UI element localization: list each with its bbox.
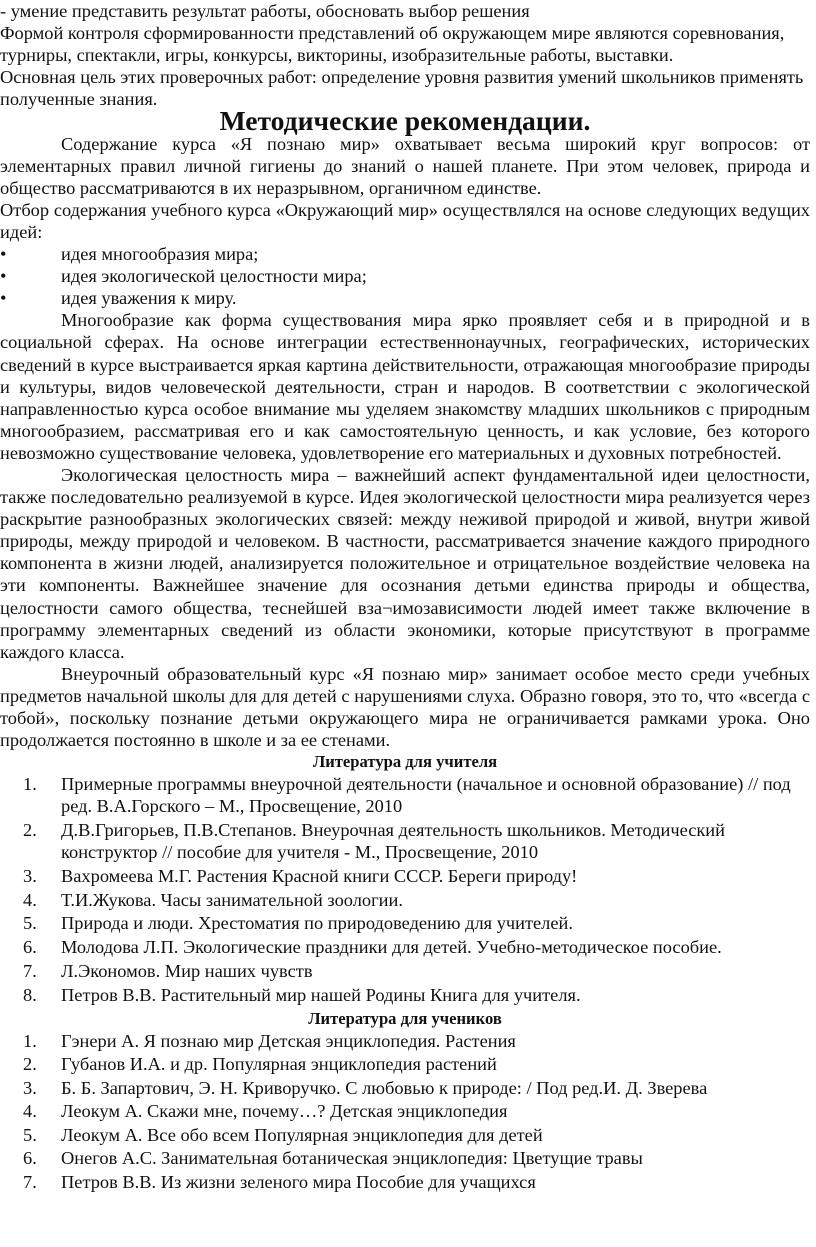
item-text: Губанов И.А. и др. Популярная энциклопедия растений bbox=[61, 1054, 497, 1075]
list-item bbox=[0, 1077, 810, 1099]
item-text: Примерные программы внеурочной деятельности (начальное и основной образование) // под ред. В.А.Горского – М., Просвещение, 2010 bbox=[61, 773, 791, 816]
item-text: Петров В.В. Из жизни зеленого мира Пособие для учащихся bbox=[61, 1172, 536, 1193]
methodical-recommendations-heading: Методические рекомендации. bbox=[219, 105, 591, 137]
key-ideas-list bbox=[0, 243, 810, 309]
list-item bbox=[0, 936, 810, 958]
item-number: 5. bbox=[23, 1124, 37, 1145]
student-literature-list bbox=[0, 1030, 810, 1194]
item-number: 8. bbox=[23, 985, 37, 1006]
list-item bbox=[0, 1124, 810, 1146]
list-item bbox=[0, 889, 810, 911]
list-item bbox=[0, 1171, 810, 1193]
item-number: 3. bbox=[23, 1077, 37, 1098]
bullet-text: идея экологической целостности мира; bbox=[61, 266, 367, 287]
teacher-literature-heading: Литература для учителя bbox=[312, 752, 498, 772]
bullet-text: идея уважения к миру. bbox=[61, 288, 237, 309]
list-item bbox=[0, 1100, 810, 1122]
item-text: Л.Экономов. Мир наших чувств bbox=[61, 961, 313, 982]
intro-line-1: - умение представить результат работы, обосновать выбор решения bbox=[0, 1, 530, 21]
list-item bbox=[0, 773, 810, 817]
list-item bbox=[0, 1053, 810, 1075]
ecological-integrity-paragraph: Экологическая целостность мира – важнейший аспект фундаментальной идеи целостности, также последовательно реализуемой в курсе. Идея экологической целостности мира реализуется через раскрытие разнообразных экологических связей: между неживой природой и живой, внутри живой природы, между природой и человеком. В частности, рассматривается значение каждого природного компонента в жизни людей, анализируется положительное и отрицательное воздействие человека на эти компоненты. Важнейшее значение для осознания детьми единства природы и общества, целостности самого общества, теснейшей вза¬имозависимости людей имеет также включение в программу элементарных сведений из области экономики, которые присутствуют в программе каждого класса. bbox=[0, 464, 810, 662]
bullet-mark: • bbox=[0, 244, 7, 265]
bullet-text: идея многообразия мира; bbox=[61, 244, 259, 265]
item-number: 1. bbox=[23, 1030, 37, 1051]
list-item bbox=[0, 1030, 810, 1052]
item-number: 4. bbox=[23, 889, 37, 910]
item-text: Д.В.Григорьев, П.В.Степанов. Внеурочная деятельность школьников. Методический конструктор // пособие для учителя - М., Просвещение, 2010 bbox=[61, 819, 725, 862]
list-item bbox=[0, 1147, 810, 1169]
item-text: Гэнери А. Я познаю мир Детская энциклопедия. Растения bbox=[61, 1030, 516, 1051]
intro-paragraph-main-goal: Основная цель этих проверочных работ: определение уровня развития умений школьников применять полученные знания. bbox=[0, 67, 804, 110]
item-number: 1. bbox=[23, 773, 37, 794]
item-text: Леокум А. Скажи мне, почему…? Детская энциклопедия bbox=[61, 1101, 508, 1122]
list-item bbox=[0, 912, 810, 934]
diversity-paragraph: Многообразие как форма существования мира ярко проявляет себя и в природной и в социальной сферах. На основе интеграции естественнонаучных, географических, исторических сведений в курсе выстраивается яркая картина действительности, отражающая многообразие природы и культуры, видов человеческой деятельности, стран и народов. В соответствии с экологической направленностью курса особое внимание мы уделяем знакомству младших школьников с природным многообразием, рассматривая его и как самостоятельную ценность, и как условие, без которого невозможно существование человека, удовлетворение его материальных и духовных потребностей. bbox=[0, 310, 810, 463]
list-item bbox=[0, 243, 810, 265]
list-item bbox=[0, 819, 810, 863]
item-text: Леокум А. Все обо всем Популярная энциклопедия для детей bbox=[61, 1124, 543, 1145]
item-number: 5. bbox=[23, 913, 37, 934]
item-text: Природа и люди. Хрестоматия по природоведению для учителей. bbox=[61, 913, 573, 934]
item-number: 2. bbox=[23, 819, 37, 840]
item-number: 2. bbox=[23, 1054, 37, 1075]
content-selection-paragraph: Отбор содержания учебного курса «Окружающий мир» осуществлялся на основе следующих ведущих идей: bbox=[0, 199, 810, 242]
item-text: Т.И.Жукова. Часы занимательной зоологии. bbox=[61, 889, 403, 910]
student-literature-heading: Литература для учеников bbox=[308, 1009, 502, 1028]
item-text: Петров В.В. Растительный мир нашей Родины Книга для учителя. bbox=[61, 985, 581, 1006]
list-item bbox=[0, 287, 810, 309]
item-number: 7. bbox=[23, 1172, 37, 1193]
item-text: Онегов А.С. Занимательная ботаническая энциклопедия: Цветущие травы bbox=[61, 1148, 643, 1169]
extracurricular-course-paragraph: Внеурочный образовательный курс «Я познаю мир» занимает особое место среди учебных предметов начальной школы для для детей с нарушениями слуха. Образно говоря, это то, что «всегда с тобой», поскольку познание детьми окружающего мира не ограничивается рамками урока. Оно продолжается постоянно в школе и за ее стенами. bbox=[0, 663, 810, 751]
item-number: 7. bbox=[23, 961, 37, 982]
list-item bbox=[0, 960, 810, 982]
item-text: Молодова Л.П. Экологические праздники для детей. Учебно-методическое пособие. bbox=[61, 937, 722, 958]
item-text: Б. Б. Запартович, Э. Н. Криворучко. С любовью к природе: / Под ред.И. Д. Зверева bbox=[61, 1077, 708, 1098]
item-number: 6. bbox=[23, 1148, 37, 1169]
item-number: 4. bbox=[23, 1101, 37, 1122]
list-item bbox=[0, 865, 810, 887]
list-item bbox=[0, 984, 810, 1006]
bullet-mark: • bbox=[0, 266, 7, 287]
bullet-mark: • bbox=[0, 288, 7, 309]
course-content-paragraph: Содержание курса «Я познаю мир» охватывает весьма широкий круг вопросов: от элементарных правил личной гигиены до знаний о нашей планете. При этом человек, природа и общество рассматриваются в их неразрывном, органичном единстве. bbox=[0, 133, 810, 198]
item-number: 6. bbox=[23, 937, 37, 958]
teacher-literature-list bbox=[0, 773, 810, 1007]
item-text: Вахромеева М.Г. Растения Красной книги СССР. Береги природу! bbox=[61, 865, 578, 886]
list-item bbox=[0, 265, 810, 287]
intro-paragraph-control-forms: Формой контроля сформированности представлений об окружающем мире являются соревнования, турниры, спектакли, игры, конкурсы, викторины, изобразительные работы, выставки. bbox=[0, 23, 785, 66]
item-number: 3. bbox=[23, 865, 37, 886]
